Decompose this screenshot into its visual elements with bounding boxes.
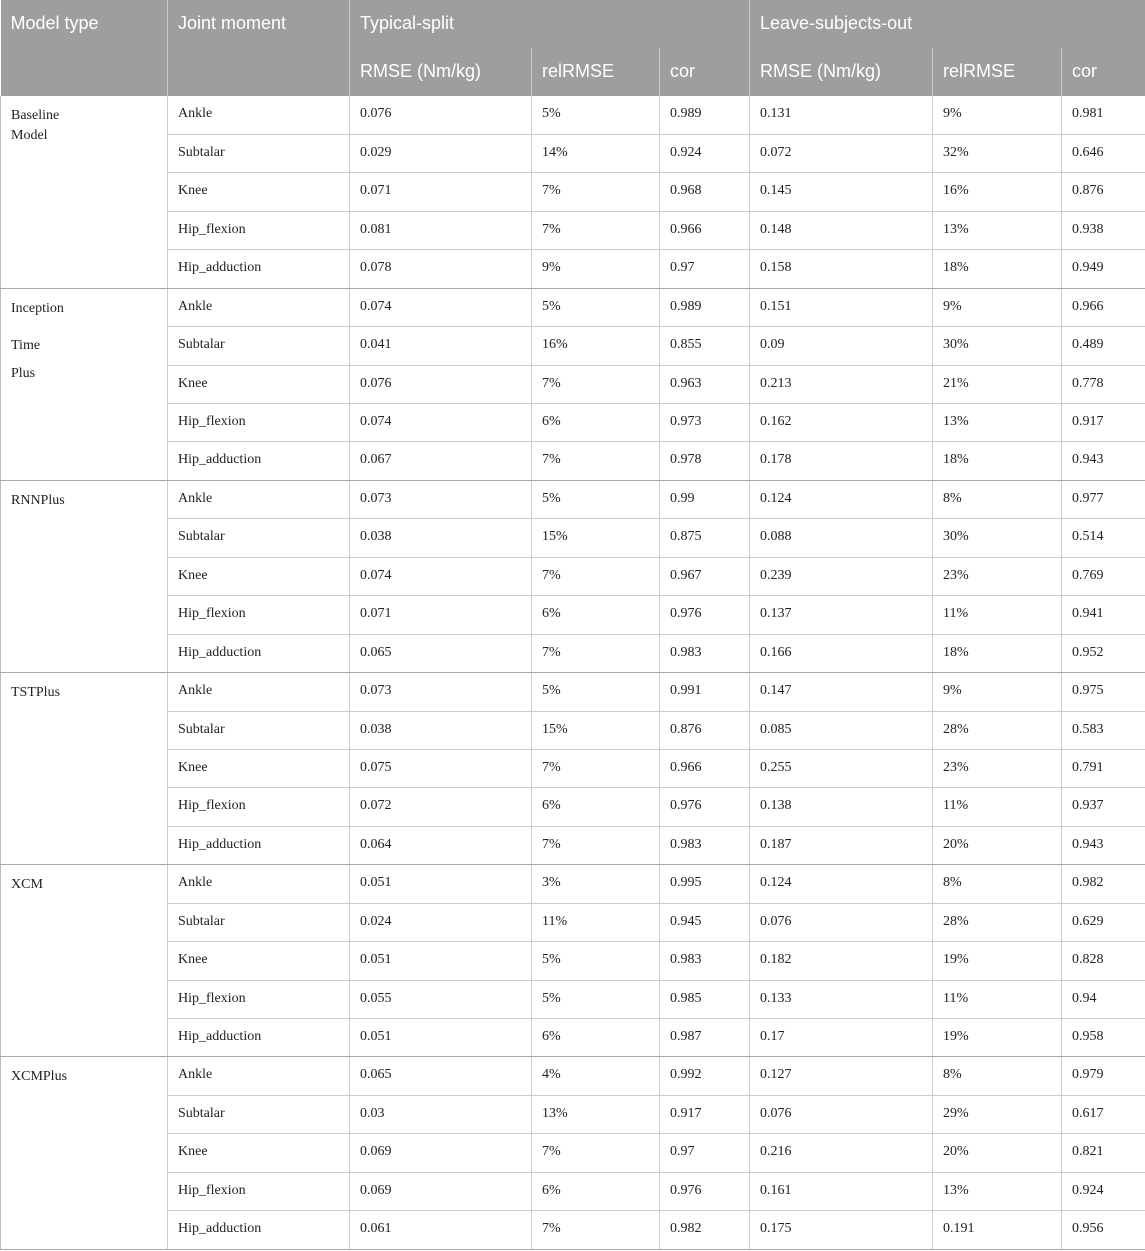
- table-row: [1, 1019, 1145, 1057]
- table-row: [1, 442, 1145, 480]
- relrmse-typical-cell: 11%: [532, 903, 660, 941]
- rmse-typical-cell: 0.073: [350, 673, 532, 711]
- relrmse-leave-cell: 21%: [933, 365, 1062, 403]
- joint-moment-cell: Knee: [168, 365, 350, 403]
- relrmse-leave-cell: 30%: [933, 327, 1062, 365]
- table-row: [1, 1211, 1145, 1249]
- cor-typical-cell: 0.985: [660, 980, 750, 1018]
- rmse-typical-cell: 0.041: [350, 327, 532, 365]
- joint-moment-cell: Ankle: [168, 1057, 350, 1095]
- cor-leave-cell: 0.941: [1062, 596, 1145, 634]
- model-type-cell: [1, 865, 168, 1057]
- cor-typical-cell: 0.989: [660, 96, 750, 134]
- cor-leave-cell: 0.924: [1062, 1172, 1145, 1210]
- rmse-leave-cell: 0.175: [750, 1211, 933, 1249]
- rmse-typical-cell: 0.051: [350, 865, 532, 903]
- joint-moment-cell: Hip_flexion: [168, 980, 350, 1018]
- model-type-cell: [1, 480, 168, 672]
- rmse-typical-cell: 0.065: [350, 1057, 532, 1095]
- model-type-cell: [1, 1057, 168, 1249]
- model-type-line: XCMPlus: [11, 1069, 68, 1085]
- header-cor-typical: cor: [660, 48, 750, 96]
- relrmse-typical-cell: 7%: [532, 1211, 660, 1249]
- table-row: [1, 980, 1145, 1018]
- joint-moment-cell: Hip_flexion: [168, 211, 350, 249]
- model-type-line: RNNPlus: [11, 492, 65, 508]
- rmse-typical-cell: 0.038: [350, 519, 532, 557]
- table-row: [1, 365, 1145, 403]
- rmse-leave-cell: 0.239: [750, 557, 933, 595]
- rmse-typical-cell: 0.067: [350, 442, 532, 480]
- cor-leave-cell: 0.489: [1062, 327, 1145, 365]
- joint-moment-cell: Knee: [168, 749, 350, 787]
- cor-typical-cell: 0.97: [660, 250, 750, 288]
- cor-typical-cell: 0.945: [660, 903, 750, 941]
- table-row: [1, 134, 1145, 172]
- joint-moment-cell: Subtalar: [168, 519, 350, 557]
- rmse-typical-cell: 0.074: [350, 404, 532, 442]
- rmse-leave-cell: 0.076: [750, 1095, 933, 1133]
- rmse-typical-cell: 0.03: [350, 1095, 532, 1133]
- table-row: [1, 1134, 1145, 1172]
- table-row: [1, 711, 1145, 749]
- rmse-typical-cell: 0.051: [350, 1019, 532, 1057]
- header-rmse-typical: RMSE (Nm/kg): [350, 48, 532, 96]
- relrmse-typical-cell: 5%: [532, 480, 660, 518]
- relrmse-typical-cell: 5%: [532, 673, 660, 711]
- joint-moment-cell: Hip_flexion: [168, 1172, 350, 1210]
- relrmse-leave-cell: 8%: [933, 480, 1062, 518]
- rmse-typical-cell: 0.038: [350, 711, 532, 749]
- relrmse-typical-cell: 6%: [532, 788, 660, 826]
- table-row: [1, 634, 1145, 672]
- cor-typical-cell: 0.976: [660, 596, 750, 634]
- joint-moment-cell: Subtalar: [168, 134, 350, 172]
- model-type-line: Plus: [11, 366, 36, 382]
- table-row: [1, 749, 1145, 787]
- relrmse-typical-cell: 15%: [532, 519, 660, 557]
- relrmse-leave-cell: 19%: [933, 942, 1062, 980]
- rmse-typical-cell: 0.073: [350, 480, 532, 518]
- rmse-typical-cell: 0.071: [350, 173, 532, 211]
- header-relrmse-leave: relRMSE: [933, 48, 1062, 96]
- cor-leave-cell: 0.821: [1062, 1134, 1145, 1172]
- relrmse-typical-cell: 6%: [532, 404, 660, 442]
- relrmse-leave-cell: 32%: [933, 134, 1062, 172]
- relrmse-typical-cell: 7%: [532, 442, 660, 480]
- cor-leave-cell: 0.975: [1062, 673, 1145, 711]
- rmse-typical-cell: 0.072: [350, 788, 532, 826]
- cor-leave-cell: 0.828: [1062, 942, 1145, 980]
- joint-moment-cell: Subtalar: [168, 903, 350, 941]
- relrmse-leave-cell: 13%: [933, 404, 1062, 442]
- joint-moment-cell: Hip_adduction: [168, 1211, 350, 1249]
- cor-typical-cell: 0.978: [660, 442, 750, 480]
- relrmse-leave-cell: 28%: [933, 903, 1062, 941]
- joint-moment-cell: Ankle: [168, 288, 350, 326]
- table-row: [1, 1172, 1145, 1210]
- cor-leave-cell: 0.981: [1062, 96, 1145, 134]
- table-row: [1, 1057, 1145, 1095]
- relrmse-leave-cell: 9%: [933, 96, 1062, 134]
- cor-leave-cell: 0.943: [1062, 442, 1145, 480]
- model-type-line: TSTPlus: [11, 685, 61, 701]
- header-relrmse-typical: relRMSE: [532, 48, 660, 96]
- relrmse-leave-cell: 8%: [933, 1057, 1062, 1095]
- rmse-leave-cell: 0.178: [750, 442, 933, 480]
- rmse-typical-cell: 0.081: [350, 211, 532, 249]
- joint-moment-cell: Hip_adduction: [168, 634, 350, 672]
- table-body: [1, 96, 1145, 1249]
- cor-typical-cell: 0.97: [660, 1134, 750, 1172]
- relrmse-typical-cell: 7%: [532, 557, 660, 595]
- rmse-typical-cell: 0.065: [350, 634, 532, 672]
- relrmse-typical-cell: 5%: [532, 96, 660, 134]
- model-type-cell: [1, 96, 168, 288]
- rmse-leave-cell: 0.255: [750, 749, 933, 787]
- cor-typical-cell: 0.855: [660, 327, 750, 365]
- relrmse-typical-cell: 7%: [532, 749, 660, 787]
- relrmse-leave-cell: 18%: [933, 634, 1062, 672]
- table-row: [1, 596, 1145, 634]
- relrmse-leave-cell: 11%: [933, 980, 1062, 1018]
- rmse-leave-cell: 0.138: [750, 788, 933, 826]
- relrmse-leave-cell: 9%: [933, 288, 1062, 326]
- table-row: [1, 404, 1145, 442]
- relrmse-typical-cell: 4%: [532, 1057, 660, 1095]
- relrmse-leave-cell: 0.191: [933, 1211, 1062, 1249]
- rmse-leave-cell: 0.076: [750, 903, 933, 941]
- relrmse-leave-cell: 19%: [933, 1019, 1062, 1057]
- rmse-leave-cell: 0.124: [750, 865, 933, 903]
- header-cor-leave: cor: [1062, 48, 1145, 96]
- joint-moment-cell: Knee: [168, 942, 350, 980]
- relrmse-typical-cell: 6%: [532, 1172, 660, 1210]
- cor-leave-cell: 0.943: [1062, 826, 1145, 864]
- relrmse-typical-cell: 9%: [532, 250, 660, 288]
- relrmse-leave-cell: 20%: [933, 826, 1062, 864]
- rmse-typical-cell: 0.061: [350, 1211, 532, 1249]
- rmse-leave-cell: 0.182: [750, 942, 933, 980]
- rmse-leave-cell: 0.124: [750, 480, 933, 518]
- rmse-leave-cell: 0.166: [750, 634, 933, 672]
- cor-leave-cell: 0.952: [1062, 634, 1145, 672]
- cor-leave-cell: 0.966: [1062, 288, 1145, 326]
- relrmse-leave-cell: 11%: [933, 788, 1062, 826]
- cor-leave-cell: 0.94: [1062, 980, 1145, 1018]
- table-row: [1, 327, 1145, 365]
- joint-moment-cell: Ankle: [168, 673, 350, 711]
- cor-typical-cell: 0.973: [660, 404, 750, 442]
- table-header: [1, 0, 1145, 96]
- model-type-line: XCM: [11, 877, 43, 893]
- table-row: [1, 1095, 1145, 1133]
- rmse-typical-cell: 0.064: [350, 826, 532, 864]
- cor-typical-cell: 0.989: [660, 288, 750, 326]
- relrmse-leave-cell: 23%: [933, 557, 1062, 595]
- rmse-leave-cell: 0.137: [750, 596, 933, 634]
- cor-typical-cell: 0.876: [660, 711, 750, 749]
- relrmse-leave-cell: 23%: [933, 749, 1062, 787]
- rmse-typical-cell: 0.074: [350, 288, 532, 326]
- relrmse-leave-cell: 16%: [933, 173, 1062, 211]
- rmse-leave-cell: 0.131: [750, 96, 933, 134]
- relrmse-typical-cell: 5%: [532, 942, 660, 980]
- cor-typical-cell: 0.966: [660, 211, 750, 249]
- relrmse-typical-cell: 16%: [532, 327, 660, 365]
- rmse-leave-cell: 0.162: [750, 404, 933, 442]
- cor-typical-cell: 0.924: [660, 134, 750, 172]
- rmse-leave-cell: 0.151: [750, 288, 933, 326]
- relrmse-leave-cell: 28%: [933, 711, 1062, 749]
- header-rmse-leave: RMSE (Nm/kg): [750, 48, 933, 96]
- rmse-typical-cell: 0.069: [350, 1134, 532, 1172]
- joint-moment-cell: Ankle: [168, 96, 350, 134]
- relrmse-typical-cell: 7%: [532, 173, 660, 211]
- joint-moment-cell: Hip_flexion: [168, 788, 350, 826]
- rmse-typical-cell: 0.055: [350, 980, 532, 1018]
- relrmse-typical-cell: 5%: [532, 980, 660, 1018]
- cor-leave-cell: 0.958: [1062, 1019, 1145, 1057]
- cor-leave-cell: 0.629: [1062, 903, 1145, 941]
- rmse-typical-cell: 0.069: [350, 1172, 532, 1210]
- joint-moment-cell: Hip_flexion: [168, 596, 350, 634]
- cor-leave-cell: 0.938: [1062, 211, 1145, 249]
- cor-typical-cell: 0.967: [660, 557, 750, 595]
- table-row: [1, 211, 1145, 249]
- model-type-line: Time: [11, 337, 41, 353]
- cor-typical-cell: 0.982: [660, 1211, 750, 1249]
- relrmse-leave-cell: 11%: [933, 596, 1062, 634]
- cor-leave-cell: 0.778: [1062, 365, 1145, 403]
- rmse-typical-cell: 0.075: [350, 749, 532, 787]
- relrmse-leave-cell: 20%: [933, 1134, 1062, 1172]
- rmse-leave-cell: 0.127: [750, 1057, 933, 1095]
- relrmse-typical-cell: 7%: [532, 1134, 660, 1172]
- cor-leave-cell: 0.583: [1062, 711, 1145, 749]
- cor-leave-cell: 0.876: [1062, 173, 1145, 211]
- relrmse-typical-cell: 6%: [532, 1019, 660, 1057]
- relrmse-typical-cell: 13%: [532, 1095, 660, 1133]
- rmse-typical-cell: 0.076: [350, 365, 532, 403]
- rmse-leave-cell: 0.145: [750, 173, 933, 211]
- rmse-leave-cell: 0.147: [750, 673, 933, 711]
- joint-moment-cell: Hip_adduction: [168, 250, 350, 288]
- relrmse-typical-cell: 7%: [532, 211, 660, 249]
- cor-leave-cell: 0.646: [1062, 134, 1145, 172]
- joint-moment-cell: Hip_adduction: [168, 826, 350, 864]
- cor-typical-cell: 0.983: [660, 826, 750, 864]
- cor-leave-cell: 0.949: [1062, 250, 1145, 288]
- model-type-line: Model: [11, 128, 48, 143]
- table-row: [1, 903, 1145, 941]
- relrmse-typical-cell: 14%: [532, 134, 660, 172]
- rmse-leave-cell: 0.072: [750, 134, 933, 172]
- relrmse-typical-cell: 6%: [532, 596, 660, 634]
- header-typical-split: Typical-split: [350, 0, 750, 48]
- model-type-cell: [1, 288, 168, 480]
- table-row: [1, 942, 1145, 980]
- cor-typical-cell: 0.917: [660, 1095, 750, 1133]
- model-type-line: Inception: [11, 300, 64, 316]
- header-model-type: Model type: [1, 0, 168, 96]
- rmse-typical-cell: 0.076: [350, 96, 532, 134]
- relrmse-leave-cell: 29%: [933, 1095, 1062, 1133]
- table-row: [1, 173, 1145, 211]
- rmse-leave-cell: 0.09: [750, 327, 933, 365]
- rmse-typical-cell: 0.078: [350, 250, 532, 288]
- rmse-leave-cell: 0.216: [750, 1134, 933, 1172]
- cor-leave-cell: 0.979: [1062, 1057, 1145, 1095]
- header-leave-subjects-out: Leave-subjects-out: [750, 0, 1145, 48]
- cor-leave-cell: 0.514: [1062, 519, 1145, 557]
- cor-typical-cell: 0.966: [660, 749, 750, 787]
- table-row: [1, 788, 1145, 826]
- cor-leave-cell: 0.977: [1062, 480, 1145, 518]
- cor-typical-cell: 0.983: [660, 634, 750, 672]
- table-row: [1, 557, 1145, 595]
- relrmse-leave-cell: 30%: [933, 519, 1062, 557]
- joint-moment-cell: Hip_adduction: [168, 1019, 350, 1057]
- cor-leave-cell: 0.917: [1062, 404, 1145, 442]
- table-row: [1, 519, 1145, 557]
- joint-moment-cell: Subtalar: [168, 327, 350, 365]
- cor-typical-cell: 0.983: [660, 942, 750, 980]
- cor-typical-cell: 0.976: [660, 1172, 750, 1210]
- rmse-leave-cell: 0.148: [750, 211, 933, 249]
- cor-leave-cell: 0.617: [1062, 1095, 1145, 1133]
- relrmse-typical-cell: 7%: [532, 826, 660, 864]
- table-row: [1, 865, 1145, 903]
- table-row: [1, 288, 1145, 326]
- relrmse-leave-cell: 8%: [933, 865, 1062, 903]
- rmse-typical-cell: 0.074: [350, 557, 532, 595]
- cor-leave-cell: 0.982: [1062, 865, 1145, 903]
- cor-typical-cell: 0.987: [660, 1019, 750, 1057]
- cor-typical-cell: 0.992: [660, 1057, 750, 1095]
- table-row: [1, 250, 1145, 288]
- table-row: [1, 673, 1145, 711]
- relrmse-typical-cell: 3%: [532, 865, 660, 903]
- joint-moment-cell: Subtalar: [168, 711, 350, 749]
- rmse-leave-cell: 0.133: [750, 980, 933, 1018]
- joint-moment-cell: Knee: [168, 557, 350, 595]
- joint-moment-cell: Ankle: [168, 480, 350, 518]
- cor-leave-cell: 0.956: [1062, 1211, 1145, 1249]
- cor-typical-cell: 0.976: [660, 788, 750, 826]
- table-row: [1, 96, 1145, 134]
- rmse-leave-cell: 0.187: [750, 826, 933, 864]
- rmse-typical-cell: 0.051: [350, 942, 532, 980]
- rmse-leave-cell: 0.158: [750, 250, 933, 288]
- relrmse-typical-cell: 5%: [532, 288, 660, 326]
- relrmse-leave-cell: 13%: [933, 211, 1062, 249]
- header-joint-moment: Joint moment: [168, 0, 350, 96]
- relrmse-leave-cell: 18%: [933, 442, 1062, 480]
- rmse-typical-cell: 0.029: [350, 134, 532, 172]
- joint-moment-cell: Ankle: [168, 865, 350, 903]
- table-row: [1, 480, 1145, 518]
- cor-typical-cell: 0.875: [660, 519, 750, 557]
- joint-moment-cell: Subtalar: [168, 1095, 350, 1133]
- cor-typical-cell: 0.995: [660, 865, 750, 903]
- cor-typical-cell: 0.963: [660, 365, 750, 403]
- model-type-line: Baseline: [11, 108, 60, 123]
- rmse-leave-cell: 0.085: [750, 711, 933, 749]
- rmse-typical-cell: 0.024: [350, 903, 532, 941]
- cor-leave-cell: 0.791: [1062, 749, 1145, 787]
- cor-leave-cell: 0.769: [1062, 557, 1145, 595]
- rmse-leave-cell: 0.088: [750, 519, 933, 557]
- relrmse-leave-cell: 13%: [933, 1172, 1062, 1210]
- joint-moment-cell: Hip_flexion: [168, 404, 350, 442]
- joint-moment-cell: Knee: [168, 1134, 350, 1172]
- cor-typical-cell: 0.99: [660, 480, 750, 518]
- rmse-leave-cell: 0.213: [750, 365, 933, 403]
- relrmse-typical-cell: 7%: [532, 365, 660, 403]
- cor-leave-cell: 0.937: [1062, 788, 1145, 826]
- table-row: [1, 826, 1145, 864]
- rmse-leave-cell: 0.161: [750, 1172, 933, 1210]
- cor-typical-cell: 0.991: [660, 673, 750, 711]
- rmse-leave-cell: 0.17: [750, 1019, 933, 1057]
- relrmse-typical-cell: 15%: [532, 711, 660, 749]
- rmse-typical-cell: 0.071: [350, 596, 532, 634]
- cor-typical-cell: 0.968: [660, 173, 750, 211]
- relrmse-leave-cell: 18%: [933, 250, 1062, 288]
- relrmse-typical-cell: 7%: [532, 634, 660, 672]
- relrmse-leave-cell: 9%: [933, 673, 1062, 711]
- joint-moment-cell: Hip_adduction: [168, 442, 350, 480]
- joint-moment-cell: Knee: [168, 173, 350, 211]
- model-type-cell: [1, 673, 168, 865]
